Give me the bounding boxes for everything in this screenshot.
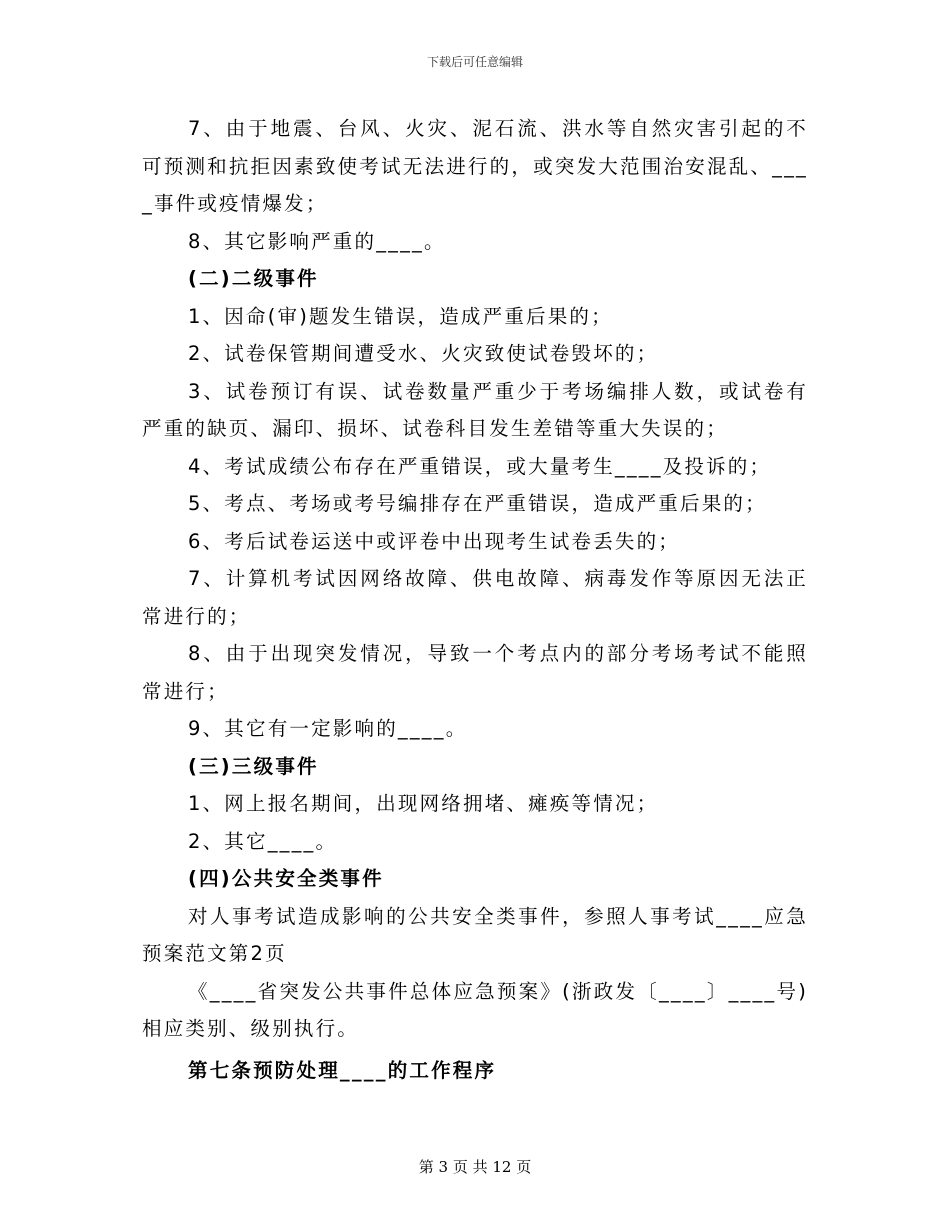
section-heading-level-2: (二)二级事件	[188, 267, 319, 290]
paragraph-item-4: 4、考试成绩公布存在严重错误，或大量考生____及投诉的；	[188, 454, 772, 478]
paragraph-item-2: 2、试卷保管期间遭受水、火灾致使试卷毁坏的；	[188, 342, 659, 365]
paragraph-item-9: 9、其它有一定影响的____。	[188, 717, 468, 740]
section-heading-public-safety: (四)公共安全类事件	[188, 867, 384, 890]
document-body	[142, 110, 808, 1089]
paragraph-public-safety: 对人事考试造成影响的公共安全类事件，参照人事考试____应急预案范文第2页	[142, 904, 808, 965]
paragraph-item-6: 6、考后试卷运送中或评卷中出现考生试卷丢失的；	[188, 529, 681, 553]
page-header: 下载后可任意编辑	[426, 55, 523, 69]
section-heading-level-3: (三)三级事件	[188, 754, 319, 778]
paragraph-item-7: 7、计算机考试因网络故障、供电故障、病毒发作等原因无法正常进行的；	[142, 567, 808, 628]
article-seven-heading: 第七条预防处理____的工作程序	[188, 1058, 497, 1082]
paragraph-item-3: 3、试卷预订有误、试卷数量严重少于考场编排人数，或试卷有严重的缺页、漏印、损坏、试卷科目发生差错等重大失误的；	[142, 379, 808, 440]
paragraph-item-1-level-3: 1、网上报名期间，出现网络拥堵、瘫痪等情况；	[188, 792, 659, 815]
paragraph-item-5: 5、考点、考场或考号编排存在严重错误，造成严重后果的；	[188, 492, 767, 515]
paragraph-item-2-level-3: 2、其它____。	[188, 829, 338, 853]
paragraph-item-1: 1、因命(审)题发生错误，造成严重后果的；	[188, 304, 613, 328]
paragraph-7-natural-disaster: 7、由于地震、台风、火灾、泥石流、洪水等自然灾害引起的不可预测和抗拒因素致使考试无法进行的，或突发大范围治安混乱、____事件或疫情爆发；	[142, 117, 808, 215]
paragraph-provincial-plan: 《____省突发公共事件总体应急预案》(浙政发〔____〕____号)相应类别、级别执行。	[142, 979, 808, 1040]
page-footer: 第 3 页 共 12 页	[418, 1158, 532, 1176]
paragraph-item-8: 8、由于出现突发情况，导致一个考点内的部分考场考试不能照常进行；	[142, 642, 808, 703]
paragraph-8-other-serious: 8、其它影响严重的____。	[188, 229, 446, 253]
